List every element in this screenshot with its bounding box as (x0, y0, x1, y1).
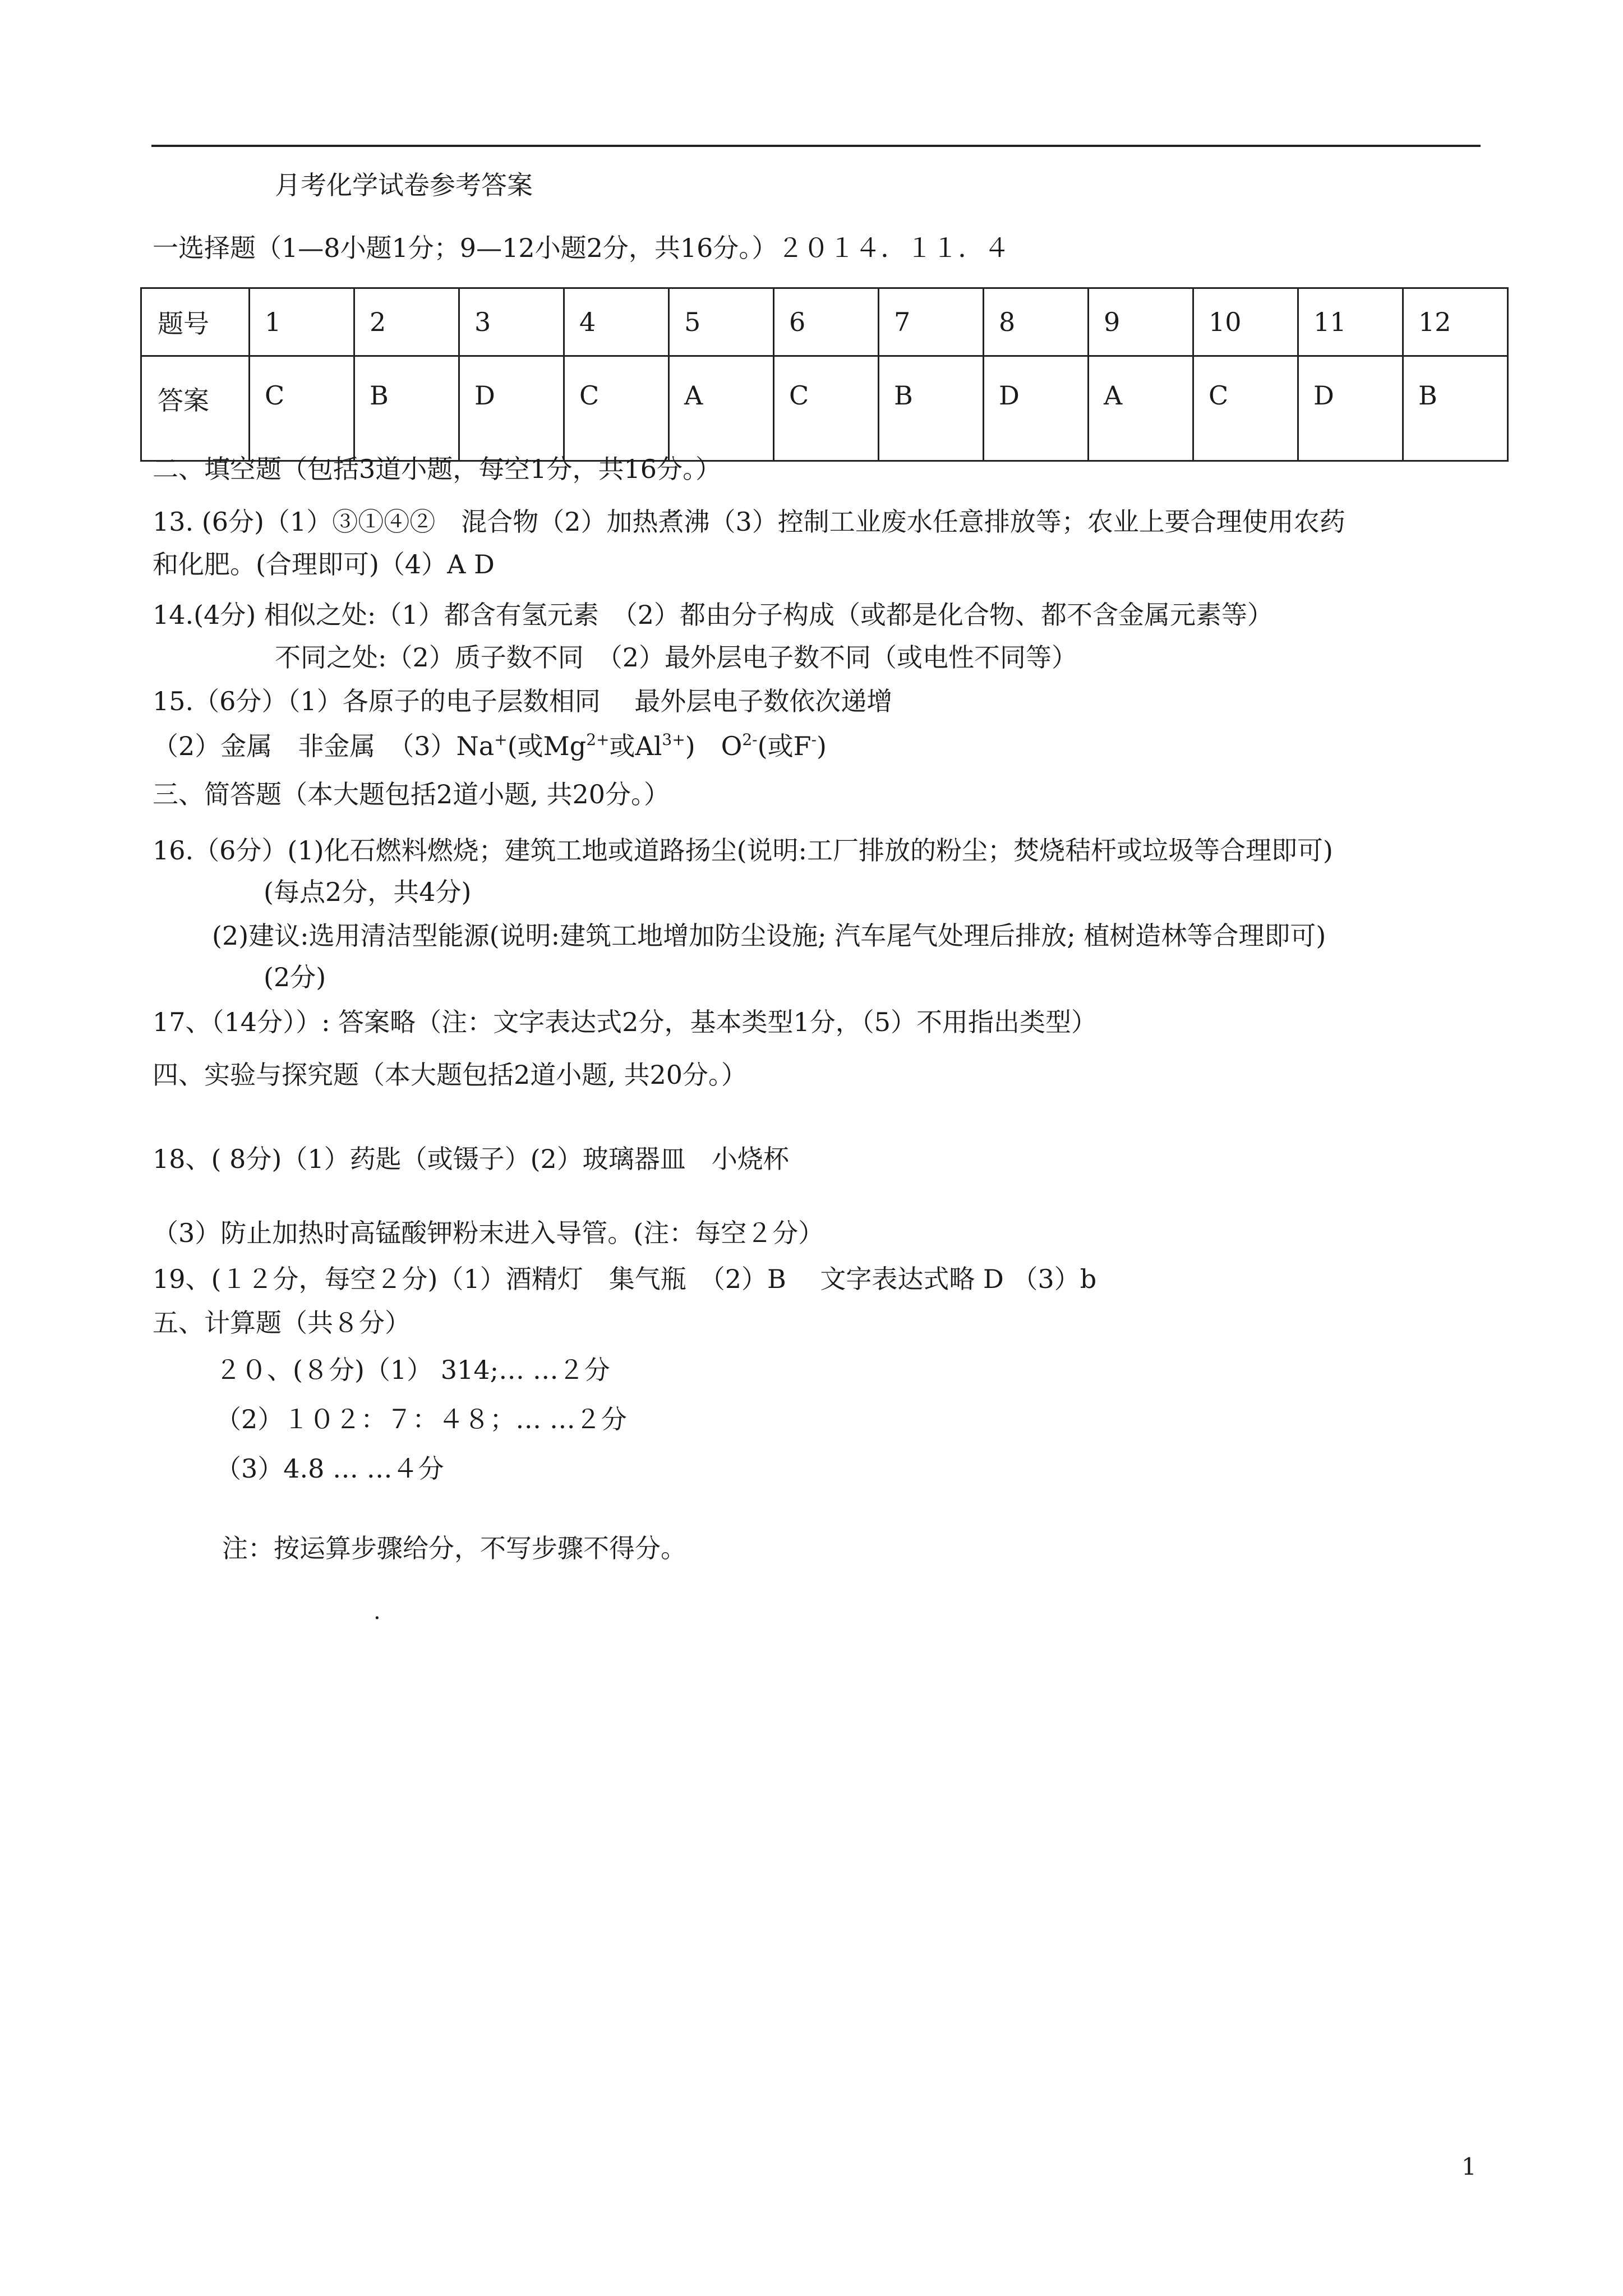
q15-text-a: （2）金属 非金属 （3）Na (153, 731, 495, 761)
charge-mg: 2+ (586, 730, 610, 749)
header-rule (151, 145, 1481, 147)
q18-line2: （3）防止加热时高锰酸钾粉末进入导管。(注：每空２分） (153, 1218, 824, 1248)
answer-cell: C (564, 356, 669, 461)
q20-line2: （2）１０２：７：４８；… …２分 (215, 1404, 627, 1434)
question-number: 11 (1298, 288, 1403, 356)
page-number: 1 (1461, 2153, 1477, 2180)
answer-cell: D (459, 356, 564, 461)
question-number: 6 (774, 288, 879, 356)
q13-line1: 13. (6分)（1）③①④② 混合物（2）加热煮沸（3）控制工业废水任意排放等；农业上要合理使用农药 (153, 507, 1345, 537)
q16-line3: (2)建议:选用清洁型能源(说明:建筑工地增加防尘设施; 汽车尾气处理后排放; 植树造林等合理即可) (212, 921, 1326, 951)
answer-cell: B (1403, 356, 1508, 461)
answer-cell: B (879, 356, 984, 461)
q17: 17、（14分））: 答案略（注：文字表达式2分，基本类型1分，（5）不用指出类型） (153, 1007, 1097, 1037)
q15-text-e: (或F (757, 731, 811, 761)
answer-cell: D (1298, 356, 1403, 461)
question-number: 5 (669, 288, 774, 356)
question-number: 12 (1403, 288, 1508, 356)
question-number: 10 (1193, 288, 1298, 356)
question-number: 4 (564, 288, 669, 356)
q15-line2 (153, 729, 827, 763)
section2-heading: 二、填空题（包括3道小题，每空1分，共16分。） (153, 454, 722, 484)
q19: 19、(１２分，每空２分)（1）酒精灯 集气瓶 （2）B 文字表达式略 D （3）b (153, 1264, 1097, 1294)
row-label-answer: 答案 (141, 356, 250, 461)
scoring-note: 注：按运算步骤给分，不写步骤不得分。 (222, 1533, 686, 1563)
section1-heading: 一选择题（1—8小题1分；9—12小题2分，共16分。）２０１４．１１．４ (153, 233, 1010, 263)
q18-line1: 18、( 8分)（1）药匙（或镊子）(2）玻璃器皿 小烧杯 (153, 1144, 789, 1174)
charge-o: 2- (742, 730, 758, 749)
charge-na: + (494, 730, 508, 749)
q16-line1: 16.（6分）(1)化石燃料燃烧；建筑工地或道路扬尘(说明:工厂排放的粉尘；焚烧秸杆或垃圾等合理即可) (153, 835, 1333, 866)
answer-cell: A (1089, 356, 1193, 461)
q15-text-f: ) (816, 731, 827, 761)
section4-heading: 四、实验与探究题（本大题包括2道小题, 共20分。） (153, 1060, 748, 1090)
question-number: 1 (250, 288, 354, 356)
table-row-answers (141, 356, 1508, 461)
charge-al: 3+ (662, 730, 685, 749)
question-number: 9 (1089, 288, 1193, 356)
q16-line4: (2分) (264, 962, 326, 992)
answer-cell: C (774, 356, 879, 461)
table-row-questions (141, 288, 1508, 356)
section3-heading: 三、简答题（本大题包括2道小题, 共20分。） (153, 779, 670, 809)
question-number: 8 (984, 288, 1089, 356)
answer-cell: A (669, 356, 774, 461)
question-number: 7 (879, 288, 984, 356)
q15-text-d: ) O (685, 731, 743, 761)
answer-cell: D (984, 356, 1089, 461)
answer-cell: C (250, 356, 354, 461)
section5-heading: 五、计算题（共８分） (153, 1308, 411, 1338)
q15-line1: 15.（6分）（1）各原子的电子层数相同 最外层电子数依次递增 (153, 686, 893, 716)
answer-cell: C (1193, 356, 1298, 461)
answer-cell: B (354, 356, 459, 461)
answer-table (140, 287, 1509, 462)
charge-f: - (811, 730, 817, 749)
q13-line2: 和化肥。(合理即可)（4）A D (153, 549, 495, 579)
q14-line2: 不同之处:（2）质子数不同 （2）最外层电子数不同（或电性不同等） (275, 642, 1078, 673)
q14-line1: 14.(4分) 相似之处:（1）都含有氢元素 （2）都由分子构成（或都是化合物、都不含金属元素等） (153, 600, 1273, 630)
q15-text-b: (或Mg (507, 731, 587, 761)
question-number: 3 (459, 288, 564, 356)
q20-line1: ２０、(８分)（1） 314;… …２分 (215, 1355, 610, 1385)
q20-line3: （3）4.8 … …４分 (215, 1453, 444, 1484)
q16-line2: (每点2分，共4分) (264, 877, 472, 907)
row-label-question: 题号 (141, 288, 250, 356)
q15-text-c: 或Al (609, 731, 662, 761)
stray-mark: . (374, 1599, 381, 1625)
question-number: 2 (354, 288, 459, 356)
page-title: 月考化学试卷参考答案 (275, 170, 533, 200)
